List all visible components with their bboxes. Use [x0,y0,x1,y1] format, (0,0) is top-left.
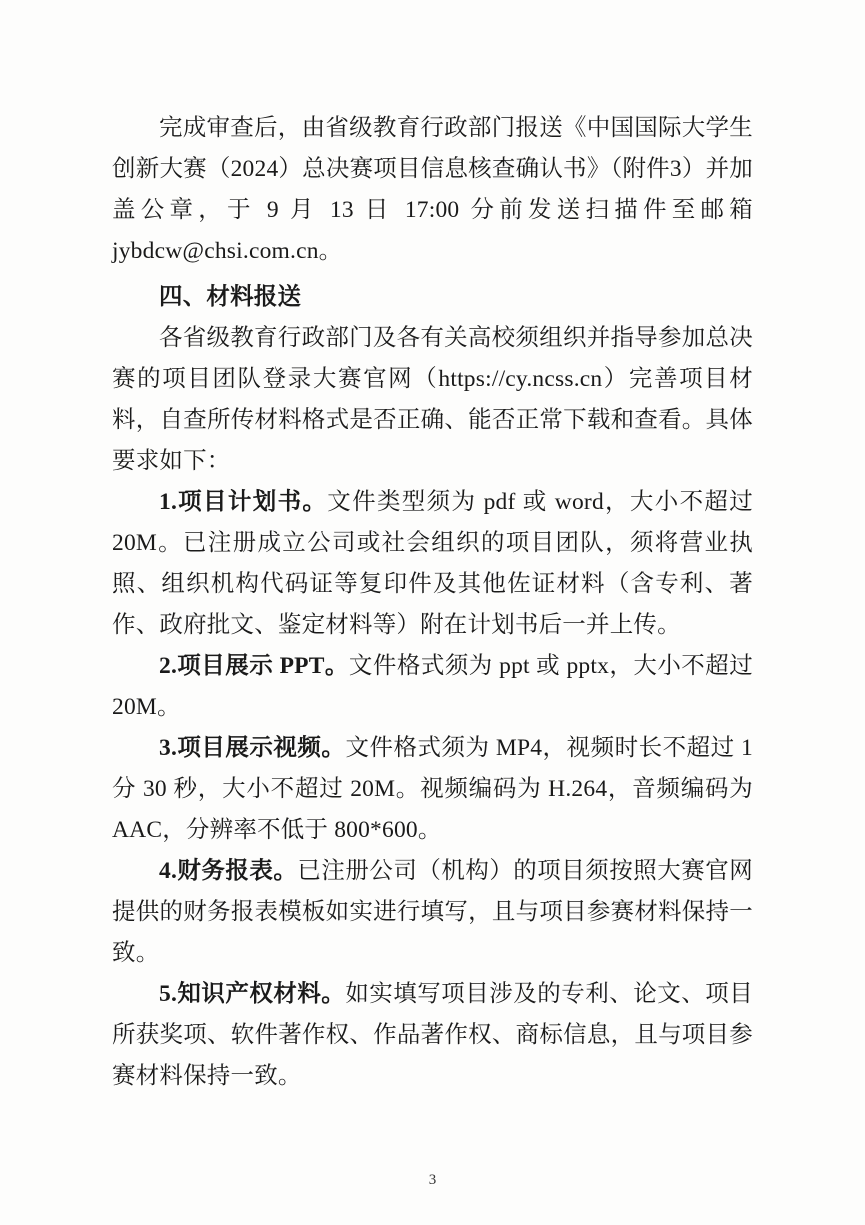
list-item-presentation-ppt [112,646,753,728]
list-item-project-plan [112,482,753,646]
list-item-financial-statements-lead: 4.财务报表。 [159,858,298,884]
list-item-presentation-ppt-text: 文件格式须为 ppt 或 pptx，大小不超过 20M。 [112,653,753,720]
list-item-presentation-video-text: 文件格式须为 MP4，视频时长不超过 1 分 30 秒，大小不超过 20M。视频编码为 H.264，音频编码为 AAC，分辨率不低于 800*600。 [112,735,753,843]
list-item-project-plan-text: 文件类型须为 pdf 或 word，大小不超过 20M。已注册成立公司或社会组织的项目团队，须将营业执照、组织机构代码证等复印件及其他佐证材料（含专利、著作、政府批文、鉴定材料等）附在计划书后一并上传。 [112,489,753,638]
page-number: 3 [428,1172,437,1188]
list-item-financial-statements [112,851,753,974]
list-item-financial-statements-text: 已注册公司（机构）的项目须按照大赛官网提供的财务报表模板如实进行填写，且与项目参赛材料保持一致。 [112,858,753,966]
list-item-presentation-video [112,728,753,851]
list-item-project-plan-lead: 1.项目计划书。 [159,489,328,515]
list-item-presentation-video-lead: 3.项目展示视频。 [159,735,346,761]
section-heading-material-submission: 四、材料报送 [159,284,302,310]
list-item-presentation-ppt-lead: 2.项目展示 PPT。 [159,653,349,679]
paragraph-submission-intro: 各省级教育行政部门及各有关高校须组织并指导参加总决赛的项目团队登录大赛官网（https://cy.ncss.cn）完善项目材料，自查所传材料格式是否正确、能否正常下载和查看。具体要求如下： [112,325,753,474]
spacer [112,272,753,275]
list-item-intellectual-property [112,974,753,1097]
list-item-intellectual-property-text: 如实填写项目涉及的专利、论文、项目所获奖项、软件著作权、作品著作权、商标信息，且与项目参赛材料保持一致。 [112,981,753,1089]
list-item-intellectual-property-lead: 5.知识产权材料。 [159,981,346,1007]
paragraph-completion-review: 完成审查后，由省级教育行政部门报送《中国国际大学生创新大赛（2024）总决赛项目信息核查确认书》（附件3）并加盖公章，于 9 月 13 日 17:00 分前发送扫描件至邮箱 jybdcw@chsi.com.cn。 [112,115,753,264]
document-body [112,108,753,1097]
